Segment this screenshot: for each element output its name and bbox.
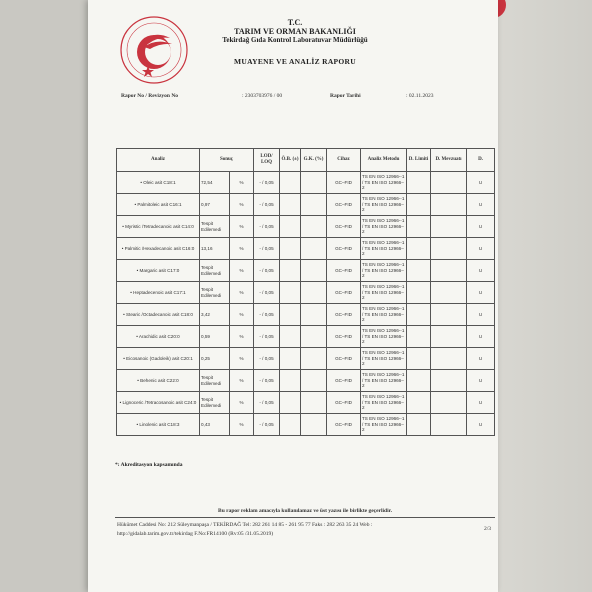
header-tc: T.C. [287,18,303,27]
cell-analiz: • Palmitic /Hexadecanoic asit C16:0 [117,238,200,260]
cell-ob [280,172,301,194]
footer-divider [115,517,495,518]
cell-analiz: • Lignoceric /Tetracosanoic asit C24:0 [117,392,200,414]
cell-cihaz: GC–FID [327,304,361,326]
cell-sonuc: 72,54 [200,172,230,194]
cell-unit: % [230,260,254,282]
cell-mevzuat [431,194,467,216]
cell-gk [301,238,327,260]
cell-metod: TS EN ISO 12966--1 / TS EN ISO 12966–2 [361,414,407,436]
cell-d: U [467,238,495,260]
cell-sonuc: Tespit Edilemedi [200,370,230,392]
cell-unit: % [230,194,254,216]
cell-d: U [467,348,495,370]
cell-metod: TS EN ISO 12966--1 / TS EN ISO 12966–2 [361,282,407,304]
col-header-sonuc: Sonuç [200,149,254,172]
col-header-metod: Analiz Metodu [361,149,407,172]
cell-lod-loq: - / 0,05 [254,282,280,304]
cell-sonuc: 3,42 [200,304,230,326]
cell-sonuc: Tespit Edilemedi [200,260,230,282]
cell-metod: TS EN ISO 12966--1 / TS EN ISO 12966–2 [361,326,407,348]
cell-lod-loq: - / 0,05 [254,392,280,414]
cell-unit: % [230,326,254,348]
cell-ob [280,370,301,392]
cell-ob [280,414,301,436]
col-header-gk: G.K. (%) [301,149,327,172]
cell-cihaz: GC–FID [327,282,361,304]
cell-unit: % [230,348,254,370]
cell-mevzuat [431,216,467,238]
cell-gk [301,194,327,216]
report-no-value: : 2303703976 / 00 [242,93,283,99]
cell-ob [280,392,301,414]
table-row [117,216,495,238]
cell-d: U [467,304,495,326]
accreditation-note: *: Akreditasyon kapsamında [115,462,183,468]
cell-analiz: • Margaric asit C17:0 [117,260,200,282]
cell-unit: % [230,282,254,304]
cell-analiz: • Behenic asit C22:0 [117,370,200,392]
cell-analiz: • Myristic /Tetradecanoic asit C14:0 [117,216,200,238]
header-laboratory: Tekirdağ Gıda Kontrol Laboratuvar Müdürlüğü [222,36,368,44]
cell-ob [280,216,301,238]
report-no-label: Rapor No / Revizyon No [121,93,179,99]
cell-ob [280,348,301,370]
page-number: 2/3 [484,526,492,532]
cell-mevzuat [431,370,467,392]
cell-mevzuat [431,304,467,326]
report-date-label: Rapor Tarihi [330,93,361,99]
cell-gk [301,392,327,414]
cell-limit [407,238,431,260]
table-row [117,414,495,436]
cell-limit [407,370,431,392]
table-row [117,348,495,370]
cell-unit: % [230,392,254,414]
cell-analiz: • Heptadecenoic asit C17:1 [117,282,200,304]
cell-ob [280,282,301,304]
cell-cihaz: GC–FID [327,392,361,414]
table-row [117,260,495,282]
cell-ob [280,260,301,282]
cell-gk [301,260,327,282]
cell-lod-loq: - / 0,05 [254,348,280,370]
cell-lod-loq: - / 0,05 [254,370,280,392]
cell-mevzuat [431,414,467,436]
cell-limit [407,260,431,282]
cell-gk [301,216,327,238]
cell-cihaz: GC–FID [327,370,361,392]
cell-mevzuat [431,172,467,194]
cell-cihaz: GC–FID [327,216,361,238]
cell-metod: TS EN ISO 12966--1 / TS EN ISO 12966–2 [361,238,407,260]
cell-cihaz: GC–FID [327,194,361,216]
col-header-mevzuat: D. Mevzuatı [431,149,467,172]
cell-limit [407,326,431,348]
cell-d: U [467,260,495,282]
report-title: MUAYENE VE ANALİZ RAPORU [233,57,356,66]
cell-ob [280,194,301,216]
cell-ob [280,238,301,260]
table-row [117,238,495,260]
cell-limit [407,194,431,216]
cell-lod-loq: - / 0,05 [254,326,280,348]
analysis-table [116,148,495,436]
cell-unit: % [230,238,254,260]
col-header-cihaz: Cihaz [327,149,361,172]
cell-d: U [467,370,495,392]
cell-metod: TS EN ISO 12966--1 / TS EN ISO 12966–2 [361,304,407,326]
cell-unit: % [230,370,254,392]
table-row [117,282,495,304]
cell-gk [301,326,327,348]
ministry-logo-icon [118,14,190,86]
table-row [117,370,495,392]
cell-d: U [467,172,495,194]
cell-cihaz: GC–FID [327,326,361,348]
table-row [117,304,495,326]
cell-sonuc: 0,43 [200,414,230,436]
cell-d: U [467,282,495,304]
cell-unit: % [230,414,254,436]
col-header-lod: LOD/ LOQ [254,149,280,172]
cell-lod-loq: - / 0,05 [254,194,280,216]
cell-metod: TS EN ISO 12966--1 / TS EN ISO 12966–2 [361,194,407,216]
table-header-row [117,149,495,172]
table-row [117,326,495,348]
cell-gk [301,304,327,326]
cell-analiz: • Eicosanoic (Gadoleik) asit C20:1 [117,348,200,370]
cell-gk [301,370,327,392]
cell-mevzuat [431,348,467,370]
cell-gk [301,282,327,304]
cell-mevzuat [431,326,467,348]
cell-metod: TS EN ISO 12966--1 / TS EN ISO 12966–2 [361,348,407,370]
cell-limit [407,304,431,326]
cell-mevzuat [431,260,467,282]
cell-limit [407,414,431,436]
cell-analiz: • Stearic /Octadecanoic asit C18:0 [117,304,200,326]
cell-gk [301,348,327,370]
cell-unit: % [230,172,254,194]
cell-sonuc: 0,25 [200,348,230,370]
cell-cihaz: GC–FID [327,172,361,194]
cell-cihaz: GC–FID [327,260,361,282]
col-header-d: D. [467,149,495,172]
cell-lod-loq: - / 0,05 [254,304,280,326]
col-header-analiz: Analiz [117,149,200,172]
cell-ob [280,326,301,348]
cell-ob [280,304,301,326]
cell-analiz: • Palmitoleic asit C16:1 [117,194,200,216]
cell-mevzuat [431,392,467,414]
cell-d: U [467,414,495,436]
cell-limit [407,348,431,370]
cell-unit: % [230,216,254,238]
cell-lod-loq: - / 0,05 [254,414,280,436]
cell-limit [407,392,431,414]
footer-address-line-2: http://gidalab.tarim.gov.tr/tekirdag F.No:FR14100 (Rv:05 /31.05.2019) [117,531,274,537]
cell-metod: TS EN ISO 12966--1 / TS EN ISO 12966–2 [361,392,407,414]
cell-mevzuat [431,282,467,304]
cell-mevzuat [431,238,467,260]
footer-address-line-1: Hükümet Caddesi No: 212 Süleymanpaşa / TEKİRDAĞ Tel: 282 261 14 85 - 261 95 77 Faks : 282 263 35 24 Web : [117,522,373,528]
cell-d: U [467,392,495,414]
cell-d: U [467,216,495,238]
cell-d: U [467,326,495,348]
cell-analiz: • Arachidic asit C20:0 [117,326,200,348]
header-ministry: TARIM VE ORMAN BAKANLIĞI [234,27,356,36]
cell-sonuc: 0,59 [200,326,230,348]
col-header-ob: Ö.B. (±) [280,149,301,172]
cell-lod-loq: - / 0,05 [254,260,280,282]
disclaimer-text: Bu rapor reklam amacıyla kullanılamaz ve üst yazısı ile birlikte geçerlidir. [218,508,392,514]
table-row [117,392,495,414]
cell-unit: % [230,304,254,326]
cell-lod-loq: - / 0,05 [254,216,280,238]
cell-analiz: • Oleic asit C18:1 [117,172,200,194]
table-row [117,172,495,194]
cell-gk [301,414,327,436]
cell-limit [407,216,431,238]
cell-sonuc: Tespit Edilemedi [200,216,230,238]
cell-gk [301,172,327,194]
cell-metod: TS EN ISO 12966--1 / TS EN ISO 12966–2 [361,216,407,238]
cell-sonuc: 13,16 [200,238,230,260]
cell-cihaz: GC–FID [327,238,361,260]
cell-cihaz: GC–FID [327,414,361,436]
cell-metod: TS EN ISO 12966--1 / TS EN ISO 12966–2 [361,260,407,282]
cell-limit [407,282,431,304]
cell-cihaz: GC–FID [327,348,361,370]
cell-lod-loq: - / 0,05 [254,172,280,194]
cell-sonuc: 0,97 [200,194,230,216]
table-row [117,194,495,216]
report-date-value: : 02.11.2023 [406,93,434,99]
cell-sonuc: Tespit Edilemedi [200,282,230,304]
cell-lod-loq: - / 0,05 [254,238,280,260]
cell-analiz: • Linolenic asit C18:3 [117,414,200,436]
col-header-limit: D. Limiti [407,149,431,172]
cell-sonuc: Tespit Edilemedi [200,392,230,414]
cell-metod: TS EN ISO 12966--1 / TS EN ISO 12966–2 [361,172,407,194]
cell-metod: TS EN ISO 12966--1 / TS EN ISO 12966–2 [361,370,407,392]
cell-d: U [467,194,495,216]
background-surface [498,0,592,592]
cell-limit [407,172,431,194]
